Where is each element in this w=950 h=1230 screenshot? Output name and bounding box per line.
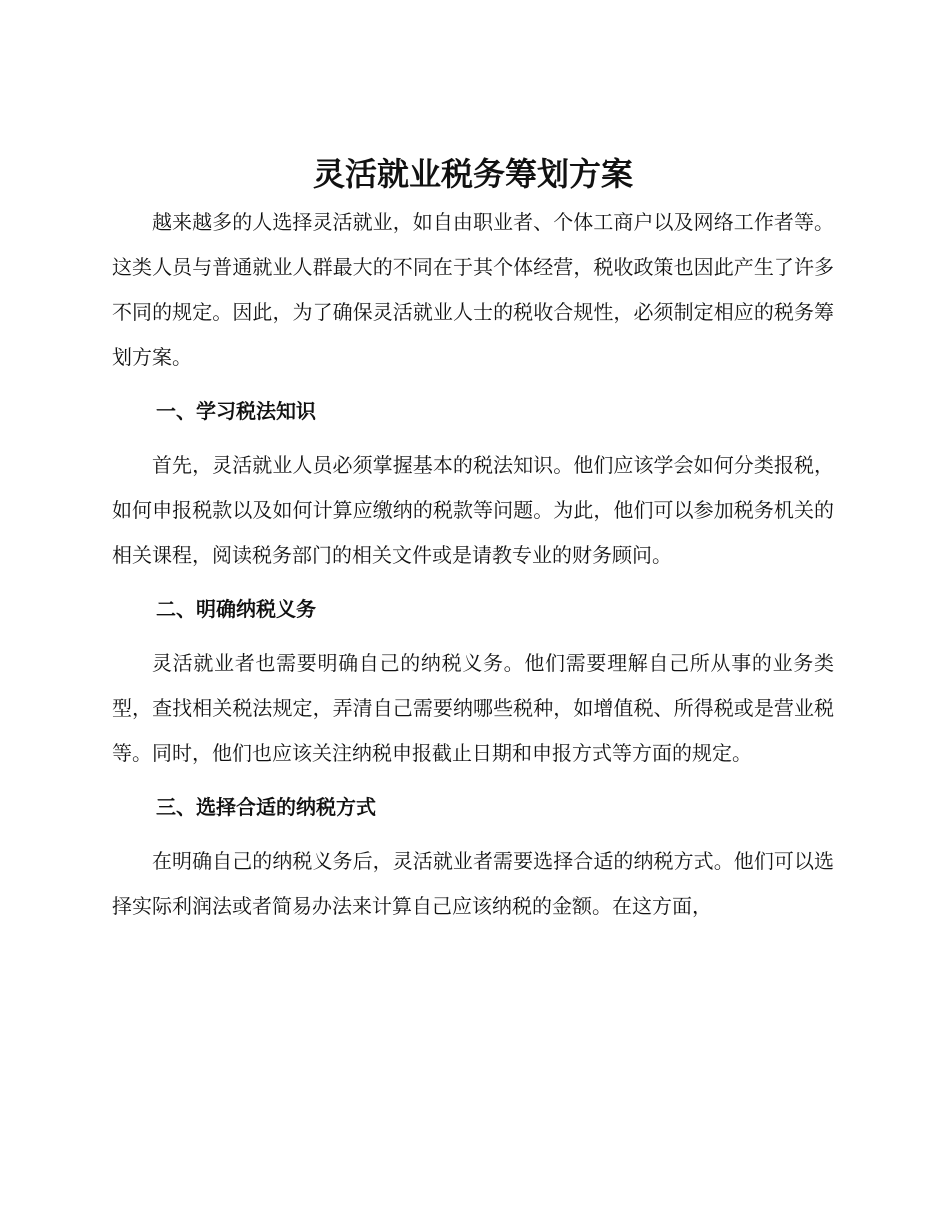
section-heading-2: 二、明确纳税义务 [156, 597, 316, 621]
section-body-3: 在明确自己的纳税义务后，灵活就业者需要选择合适的纳税方式。他们可以选择实际利润法或者简易办法来计算自己应该纳税的金额。在这方面， [112, 849, 834, 918]
document-content [112, 148, 834, 929]
section-body-1: 首先，灵活就业人员必须掌握基本的税法知识。他们应该学会如何分类报税，如何申报税款以及如何计算应缴纳的税款等问题。为此，他们可以参加税务机关的相关课程，阅读税务部门的相关文件或是请教专业的财务顾问。 [112, 453, 834, 567]
section-heading-1: 一、学习税法知识 [156, 399, 316, 423]
document-title: 灵活就业税务筹划方案 [312, 155, 633, 193]
intro-paragraph: 越来越多的人选择灵活就业，如自由职业者、个体工商户以及网络工作者等。这类人员与普通就业人群最大的不同在于其个体经营，税收政策也因此产生了许多不同的规定。因此，为了确保灵活就业人士的税收合规性，必须制定相应的税务筹划方案。 [112, 210, 834, 369]
section-heading-3: 三、选择合适的纳税方式 [156, 795, 376, 819]
section-body-2: 灵活就业者也需要明确自己的纳税义务。他们需要理解自己所从事的业务类型，查找相关税法规定，弄清自己需要纳哪些税种，如增值税、所得税或是营业税等。同时，他们也应该关注纳税申报截止日期和申报方式等方面的规定。 [112, 651, 834, 765]
